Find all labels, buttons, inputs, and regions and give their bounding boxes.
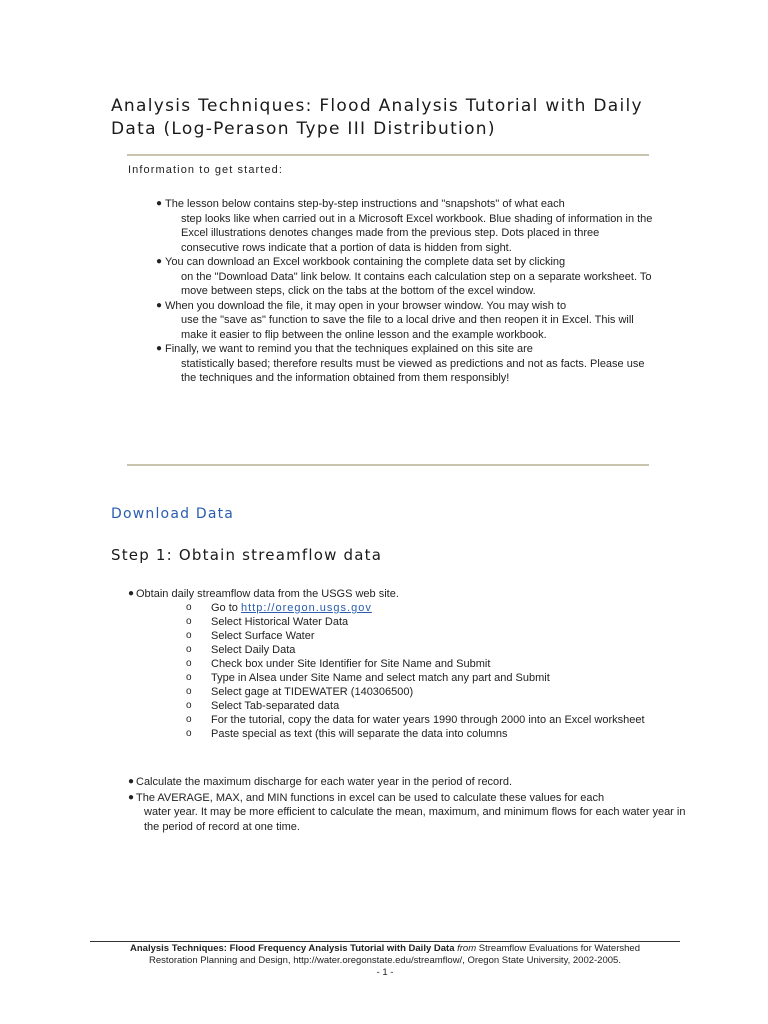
bullet-first-line: Calculate the maximum discharge for each water year in the period of record. [136, 776, 513, 788]
substep-item [186, 601, 686, 615]
info-bullet [156, 299, 656, 343]
substep-text: Select Surface Water [211, 630, 315, 642]
info-bullet [156, 197, 656, 255]
page-number: - 1 - [376, 967, 394, 978]
footer-from: from [457, 943, 477, 954]
footer-divider [90, 941, 680, 942]
substep-text: For the tutorial, copy the data for water years 1990 through 2000 into an Excel worksheet [211, 714, 645, 726]
step1-heading: Step 1: Obtain streamflow data [111, 546, 383, 564]
sub-bullet-icon: o [186, 658, 192, 669]
substep-text: Select Tab-separated data [211, 700, 340, 712]
bullet-icon: ● [156, 198, 163, 209]
sub-bullet-icon: o [186, 602, 192, 613]
footer-title: Analysis Techniques: Flood Frequency Analysis Tutorial with Daily Data [130, 943, 455, 954]
bullet-first-line: The lesson below contains step-by-step instructions and "snapshots" of what each [165, 198, 565, 210]
bullet-icon: ● [156, 343, 163, 354]
bullet-continuation: step looks like when carried out in a Microsoft Excel workbook. Blue shading of information in the Excel illustrations denotes changes made from the previous step. Dots placed in three consecutive rows indicate that a portion of data is hidden from sight. [181, 212, 653, 254]
usgs-link[interactable]: http://oregon.usgs.gov [240, 602, 372, 614]
sub-bullet-icon: o [186, 616, 192, 627]
sub-bullet-icon: o [186, 672, 192, 683]
bullet-icon: ● [128, 776, 135, 787]
substep-item [186, 615, 686, 629]
substep-list [186, 601, 686, 741]
substep-item [186, 671, 686, 685]
step1-bullet [128, 791, 688, 835]
sub-bullet-icon: o [186, 630, 192, 641]
footer-source: Streamflow Evaluations for Watershed [478, 943, 640, 954]
sub-bullet-icon: o [186, 728, 192, 739]
substep-text: Select Historical Water Data [211, 616, 349, 628]
step1-intro-bullet [128, 587, 688, 741]
bullet-continuation: statistically based; therefore results must be viewed as predictions and not as facts. Please use the techniques and the information obtained from them responsibly! [181, 357, 645, 384]
bullet-continuation: water year. It may be more efficient to calculate the mean, maximum, and minimum flows for each water year in the period of record at one time. [144, 806, 686, 833]
substep-item [186, 713, 686, 727]
footer-line-2: Restoration Planning and Design, http://water.oregonstate.edu/streamflow/, Oregon State University, 2002-2005. [149, 955, 621, 966]
sub-bullet-icon: o [186, 700, 192, 711]
substep-item [186, 643, 686, 657]
substep-item [186, 727, 686, 741]
substep-text: Check box under Site Identifier for Site Name and Submit [211, 658, 491, 670]
bullet-icon: ● [128, 791, 135, 803]
info-bullet-list [156, 197, 656, 386]
bottom-divider [127, 464, 649, 466]
bullet-first-line: Finally, we want to remind you that the techniques explained on this site are [165, 343, 533, 355]
bullet-icon: ● [156, 256, 163, 267]
bullet-icon: ● [156, 299, 163, 311]
substep-item [186, 685, 686, 699]
substep-item [186, 629, 686, 643]
substep-text: Paste special as text (this will separate the data into columns [211, 728, 508, 740]
step1-bullet [128, 775, 688, 790]
download-data-link[interactable]: Download Data [111, 506, 235, 522]
step1-intro-text: Obtain daily streamflow data from the USGS web site. [136, 588, 399, 600]
bullet-first-line: You can download an Excel workbook containing the complete data set by clicking [165, 256, 566, 268]
top-divider [127, 154, 649, 156]
info-bullet [156, 255, 656, 299]
bullet-continuation: use the "save as" function to save the file to a local drive and then reopen it in Excel. This will make it easier to flip between the online lesson and the example workbook. [181, 314, 634, 341]
page-title: Analysis Techniques: Flood Analysis Tutorial with Daily Data (Log-Perason Type III Distribution) [111, 96, 643, 139]
sub-bullet-icon: o [186, 686, 192, 697]
substep-text: Type in Alsea under Site Name and select match any part and Submit [211, 672, 550, 684]
substep-text: Select gage at TIDEWATER (140306500) [211, 686, 414, 698]
substep-item [186, 699, 686, 713]
bullet-first-line: When you download the file, it may open in your browser window. You may wish to [165, 299, 567, 312]
footer-line-1 [80, 943, 690, 955]
step1-bullet-list [128, 775, 688, 835]
info-bullet [156, 342, 656, 386]
bullet-icon: ● [128, 588, 135, 599]
substep-text: Select Daily Data [211, 644, 296, 656]
info-heading: Information to get started: [128, 164, 284, 176]
step1-list [128, 587, 688, 741]
bullet-first-line: The AVERAGE, MAX, and MIN functions in excel can be used to calculate these values for each [136, 791, 605, 804]
sub-bullet-icon: o [186, 714, 192, 725]
bullet-continuation: on the "Download Data" link below. It contains each calculation step on a separate worksheet. To move between steps, click on the tabs at the bottom of the excel window. [181, 270, 652, 297]
substep-item [186, 657, 686, 671]
page-footer [80, 943, 690, 979]
sub-bullet-icon: o [186, 644, 192, 655]
substep-text: Go to [211, 602, 241, 614]
